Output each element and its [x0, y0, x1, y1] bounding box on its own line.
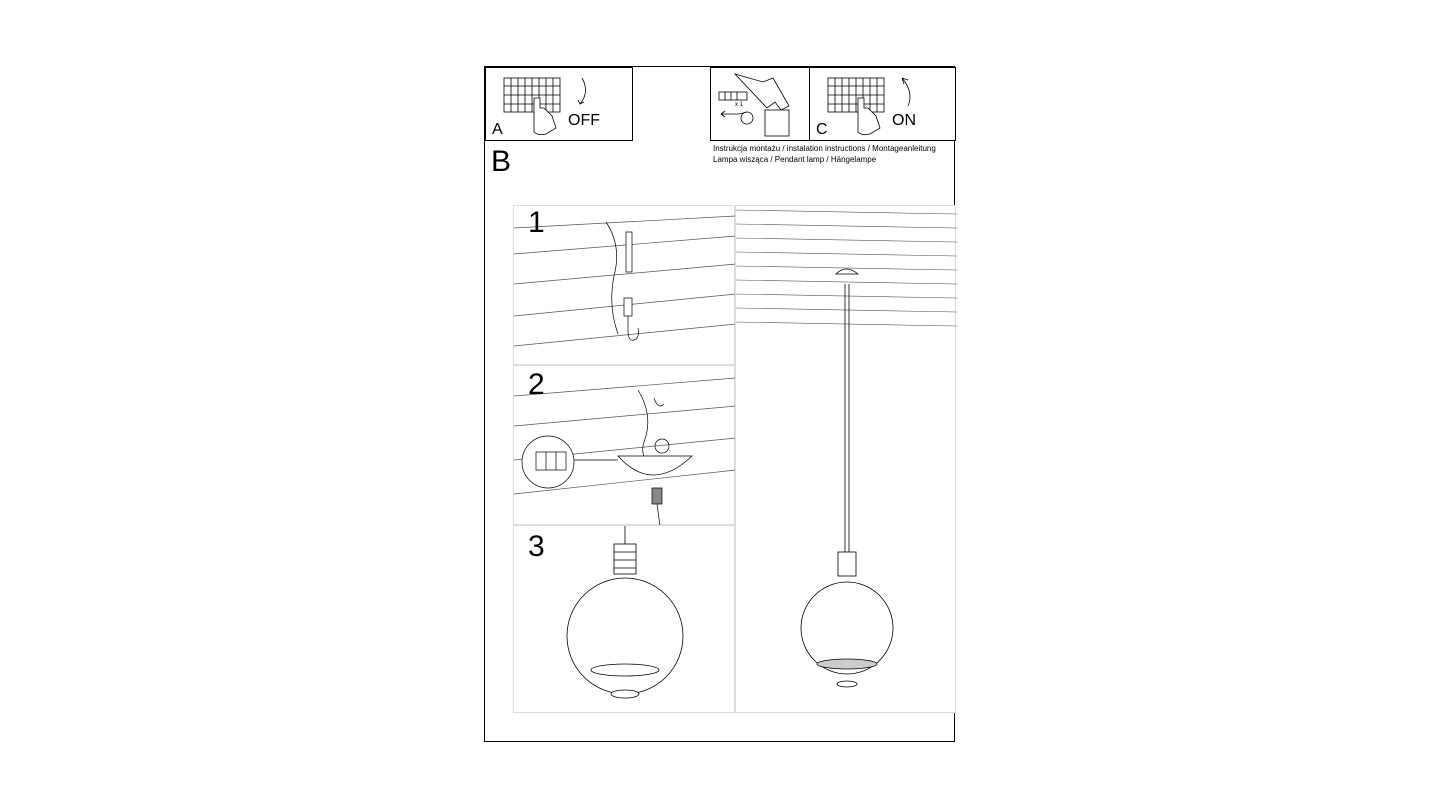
product-type: Lampa wisząca / Pendant lamp / Hängelampe	[713, 155, 877, 164]
fuse-box-icon	[810, 68, 957, 142]
step-1-number: 1	[528, 206, 545, 239]
step-1-panel	[513, 205, 735, 365]
step-2-panel	[513, 365, 735, 525]
assembled-lamp-drawing	[736, 206, 957, 714]
step-2-number: 2	[528, 368, 545, 401]
section-letter: B	[491, 145, 512, 178]
ceiling-hook-drawing	[514, 206, 736, 366]
drill-icon	[711, 68, 811, 142]
panel-power-on	[809, 67, 956, 141]
on-label: ON	[892, 112, 916, 129]
step-3-number: 3	[528, 530, 545, 563]
fuse-box-icon	[486, 68, 634, 142]
off-label: OFF	[568, 112, 600, 129]
panel-power-off	[485, 67, 633, 141]
glass-shade-drawing	[514, 526, 736, 714]
panel-c-letter: C	[816, 121, 828, 138]
wiring-drawing	[514, 366, 736, 526]
step-3-panel	[513, 525, 735, 713]
instruction-sheet	[484, 66, 955, 742]
panel-drill	[710, 67, 810, 141]
assembled-lamp-panel	[735, 205, 956, 713]
drill-count: x 1	[735, 102, 744, 108]
instructions-title: Instrukcja montażu / instalation instructions / Montageanleitung	[713, 144, 936, 153]
panel-a-letter: A	[492, 121, 503, 138]
